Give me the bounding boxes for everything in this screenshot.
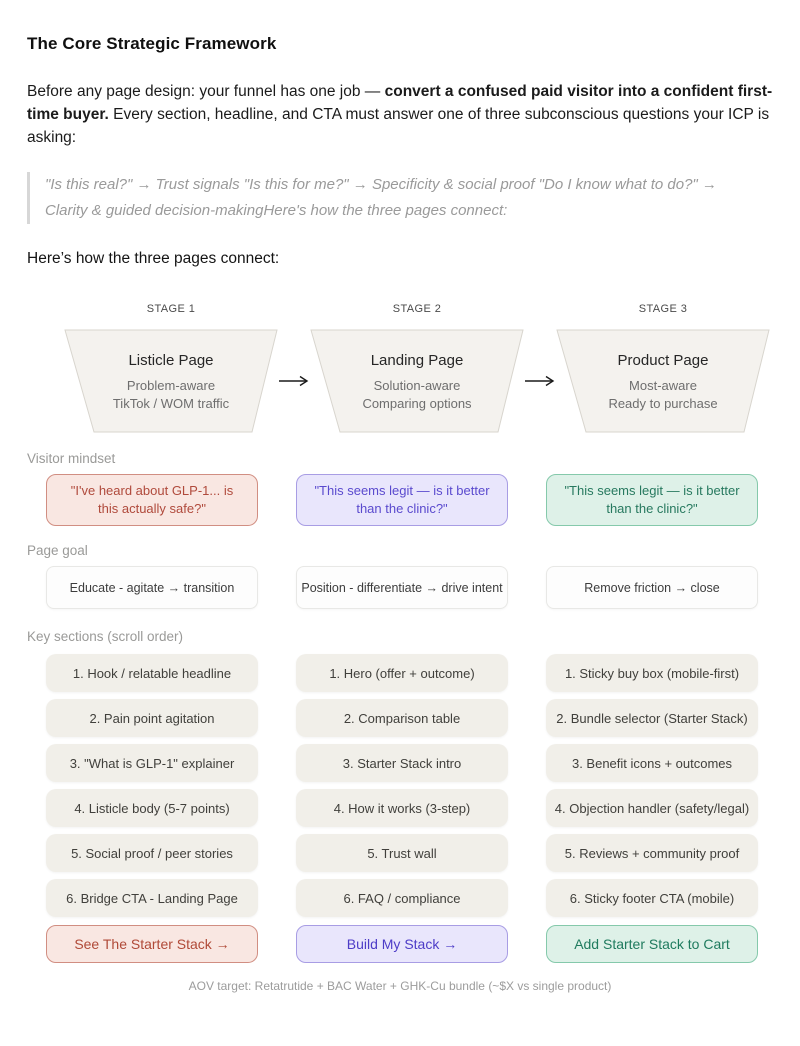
stage-label-2: STAGE 2: [392, 303, 442, 315]
flow-arrow-icon: [279, 375, 309, 387]
intro-text-pre: Before any page design: your funnel has one job —: [27, 83, 385, 100]
mindset-box-product: "This seems legit — is it better than the clinic?": [546, 474, 758, 526]
stage-subline-2: TikTok / WOM traffic: [112, 396, 230, 411]
section-subheading: Here’s how the three pages connect:: [27, 250, 280, 267]
funnel-stage-listicle: [64, 329, 278, 433]
key-section-chip: 6. FAQ / compliance: [296, 879, 508, 917]
stage-title: Listicle Page: [128, 352, 214, 369]
blockquote: "Is this real?" → Trust signals "Is this for me?" → Specificity & social proof "Do I know what to do?" → Clarity & guided decision-makingHere's how the three pages connect:: [27, 172, 763, 224]
key-section-chip: 4. Listicle body (5-7 points): [46, 789, 258, 827]
intro-paragraph: [27, 80, 775, 149]
key-sections-grid: [46, 654, 800, 917]
visitor-mindset-label: Visitor mindset: [27, 451, 116, 466]
build-my-stack-button[interactable]: Build My Stack →: [296, 925, 508, 963]
stage-subline-2: Ready to purchase: [608, 396, 718, 411]
stage-title: Product Page: [617, 352, 709, 369]
mindset-box-listicle: "I've heard about GLP-1... is this actually safe?": [46, 474, 258, 526]
goal-box-listicle: Educate - agitate → transition: [46, 566, 258, 609]
see-starter-stack-button[interactable]: See The Starter Stack →: [46, 925, 258, 963]
key-section-chip: 3. Benefit icons + outcomes: [546, 744, 758, 782]
goal-box-landing: Position - differentiate → drive intent: [296, 566, 508, 609]
stage-subline-1: Solution-aware: [373, 378, 461, 393]
page-title: The Core Strategic Framework: [27, 34, 277, 53]
aov-target-footnote: AOV target: Retatrutide + BAC Water + GHK-Cu bundle (~$X vs single product): [188, 979, 612, 993]
stage-subline-2: Comparing options: [362, 396, 472, 411]
stage-label-3: STAGE 3: [638, 303, 688, 315]
key-section-chip: 4. How it works (3-step): [296, 789, 508, 827]
key-section-chip: 5. Reviews + community proof: [546, 834, 758, 872]
key-section-chip: 6. Bridge CTA - Landing Page: [46, 879, 258, 917]
key-section-chip: 2. Bundle selector (Starter Stack): [546, 699, 758, 737]
key-section-chip: 3. "What is GLP-1" explainer: [46, 744, 258, 782]
key-section-chip: 1. Sticky buy box (mobile-first): [546, 654, 758, 692]
key-sections-label: Key sections (scroll order): [27, 629, 184, 644]
key-section-chip: 2. Comparison table: [296, 699, 508, 737]
intro-text-post: Every section, headline, and CTA must answer one of three subconscious questions your ICP is asking:: [27, 106, 770, 146]
key-section-chip: 3. Starter Stack intro: [296, 744, 508, 782]
stage-subline-1: Problem-aware: [126, 378, 216, 393]
stage-subline-1: Most-aware: [629, 378, 697, 393]
key-section-chip: 5. Social proof / peer stories: [46, 834, 258, 872]
key-section-chip: 2. Pain point agitation: [46, 699, 258, 737]
funnel-stage-landing: [310, 329, 524, 433]
funnel-diagram: [64, 329, 800, 433]
add-starter-stack-to-cart-button[interactable]: Add Starter Stack to Cart: [546, 925, 758, 963]
key-section-chip: 1. Hook / relatable headline: [46, 654, 258, 692]
stage-spacer: [524, 303, 556, 315]
stage-label-1: STAGE 1: [146, 303, 196, 315]
stage-spacer: [278, 303, 310, 315]
goal-box-product: Remove friction → close: [546, 566, 758, 609]
page-goal-label: Page goal: [27, 543, 88, 558]
intro-text-bold: convert a confused paid visitor into a confident first-time buyer.: [27, 83, 773, 123]
stage-title: Landing Page: [370, 352, 464, 369]
visitor-mindset-row: [46, 474, 800, 526]
key-section-chip: 6. Sticky footer CTA (mobile): [546, 879, 758, 917]
mindset-box-landing: "This seems legit — is it better than the clinic?": [296, 474, 508, 526]
page-goal-row: [46, 566, 800, 609]
stage-label-row: [64, 303, 800, 315]
key-section-chip: 5. Trust wall: [296, 834, 508, 872]
funnel-stage-product: [556, 329, 770, 433]
cta-row: [46, 925, 800, 963]
key-section-chip: 1. Hero (offer + outcome): [296, 654, 508, 692]
flow-arrow-icon: [525, 375, 555, 387]
key-section-chip: 4. Objection handler (safety/legal): [546, 789, 758, 827]
